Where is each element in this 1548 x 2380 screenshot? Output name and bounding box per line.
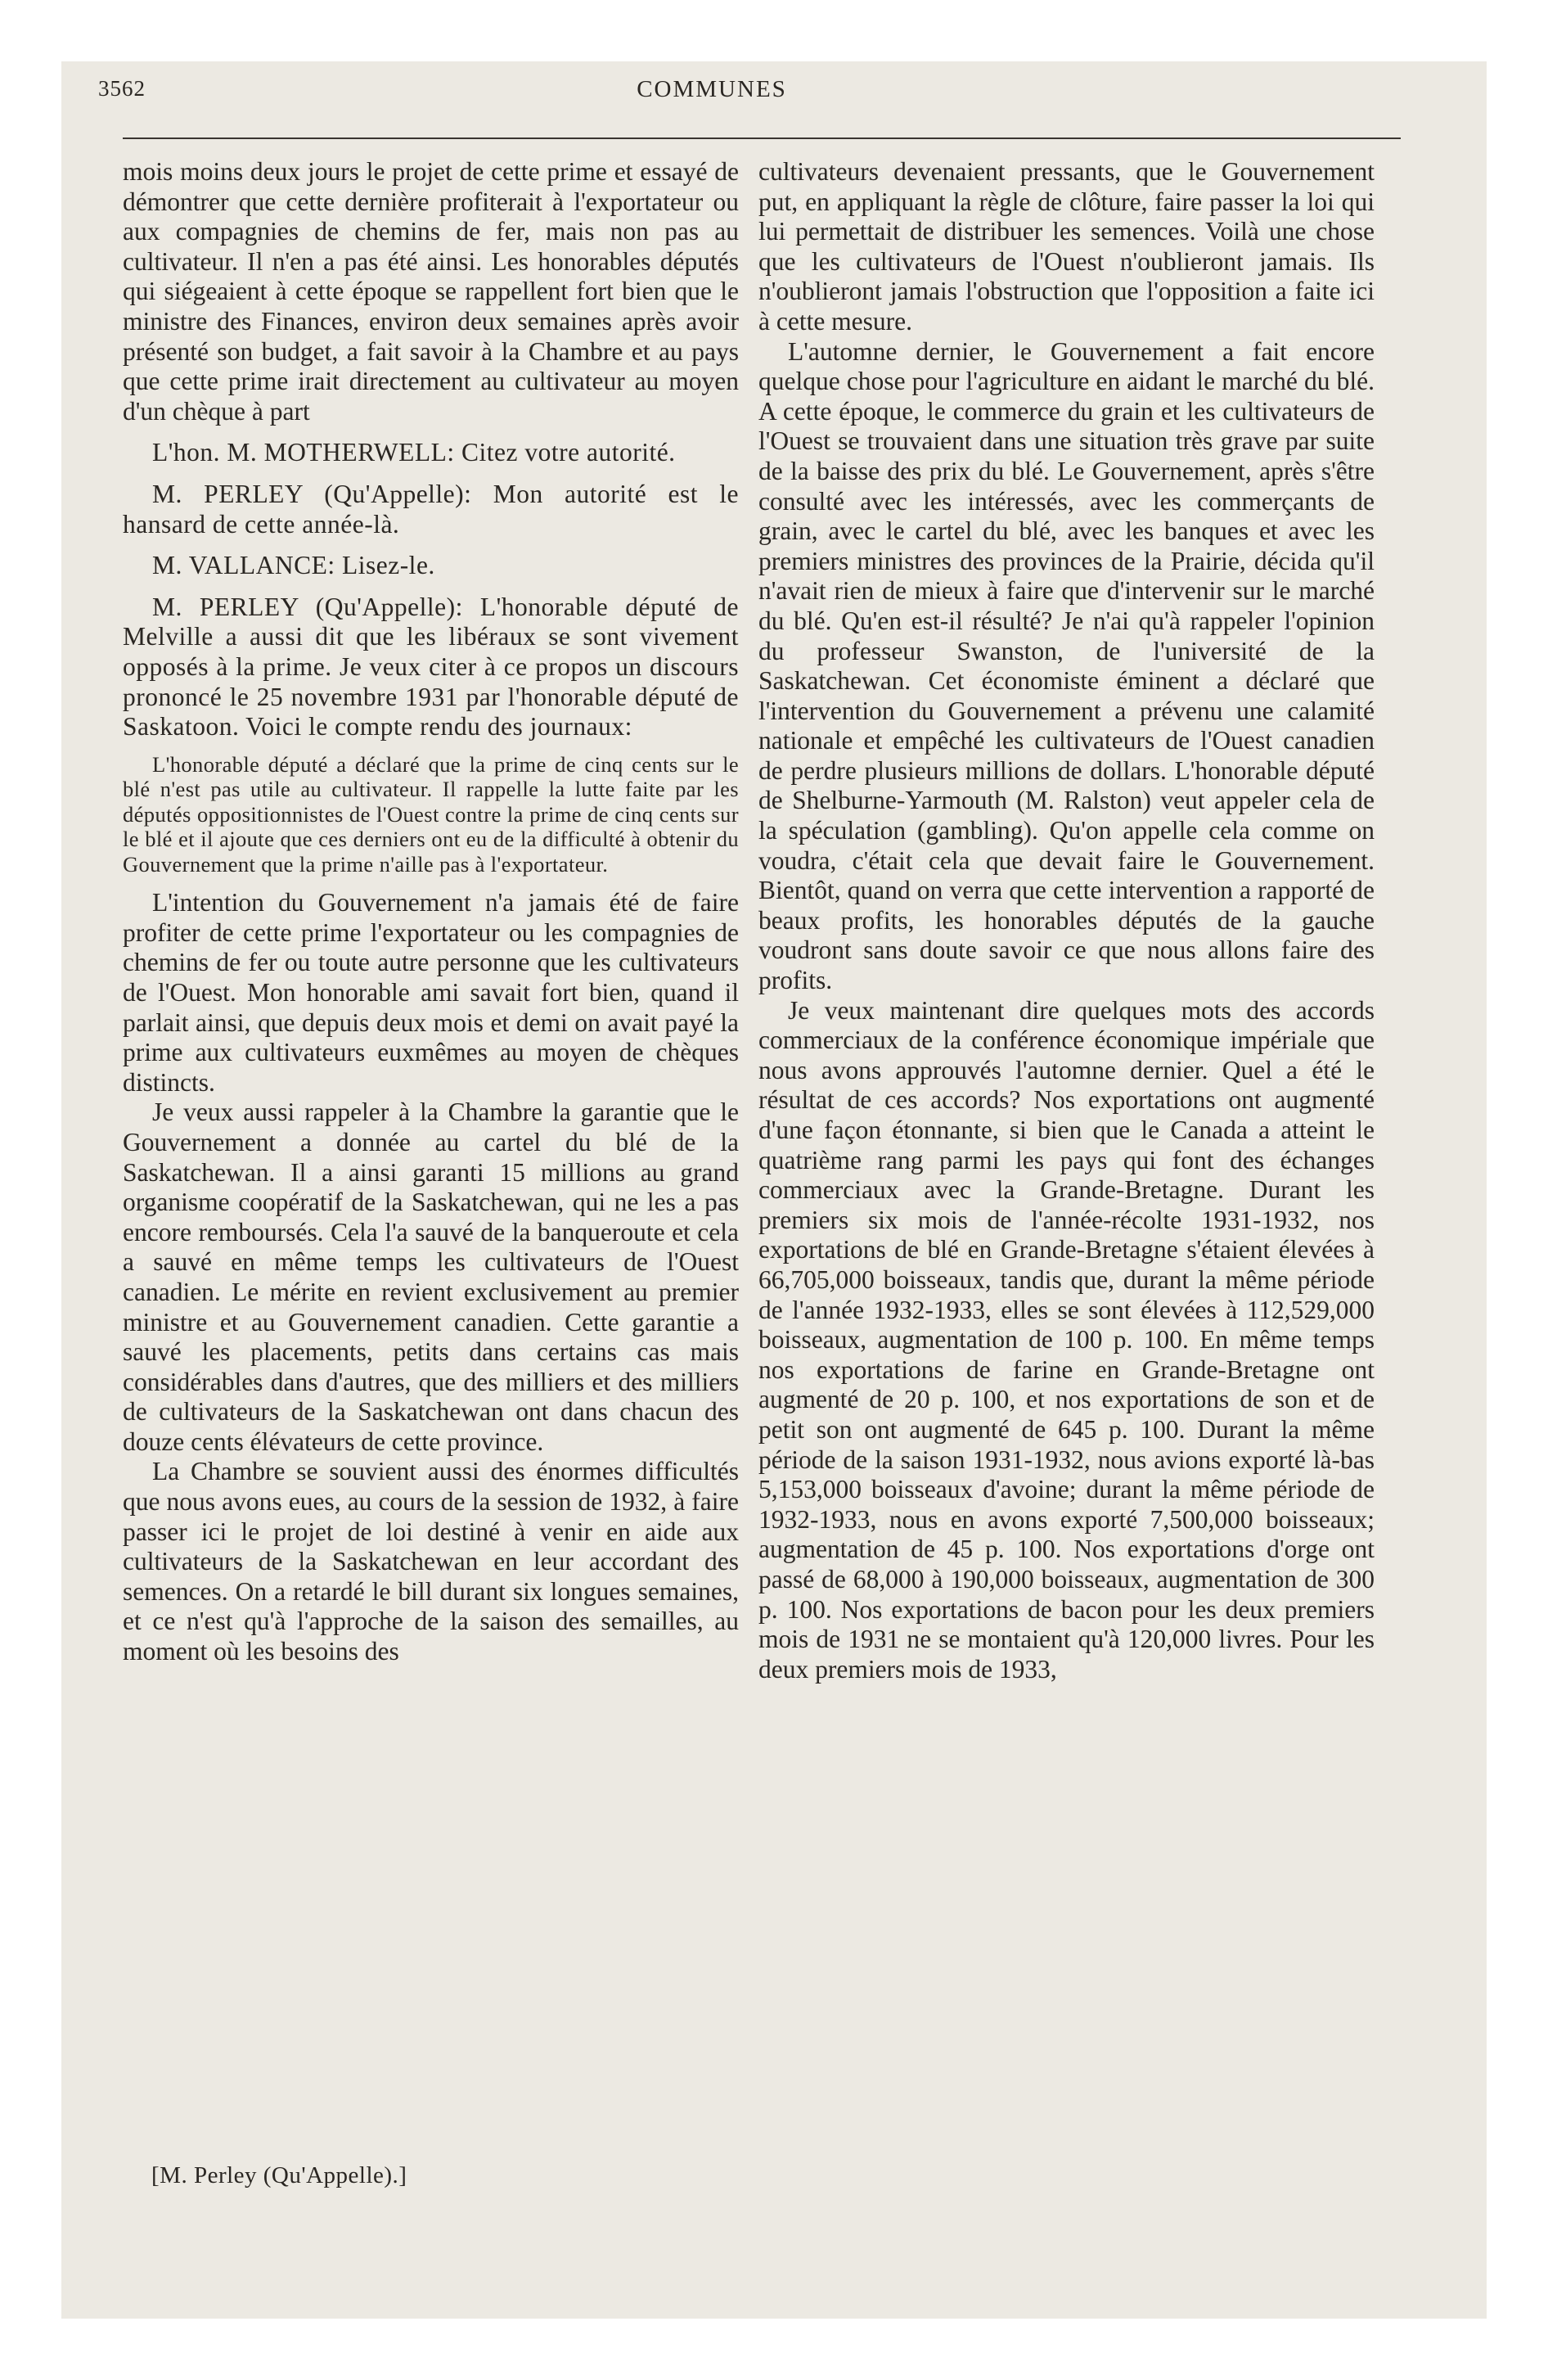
page-header	[98, 76, 1325, 114]
left-column	[123, 157, 739, 1667]
paragraph: L'intention du Gouvernement n'a jamais été de faire profiter de cette prime l'exportateur ou les compagnies de chemins de fer ou toute autre personne que les cultivateurs de l'Ouest. Mon honorable ami savait fort bien, quand il parlait ainsi, que depuis deux mois et demi on avait payé la prime aux cultivateurs euxmêmes au moyen de chèques distincts.	[123, 888, 739, 1097]
paragraph-interjection: L'hon. M. MOTHERWELL: Citez votre autorité.	[152, 438, 676, 467]
paragraph: Je veux maintenant dire quelques mots des accords commerciaux de la conférence économique impériale que nous avons approuvés l'automne dernier. Quel a été le résultat de ces accords? Nos exportations ont augmenté d'une façon étonnante, si bien que le Canada a atteint le quatrième rang parmi les pays qui font des échanges commerciaux avec la Grande-Bretagne. Durant les premiers six mois de l'année-récolte 1931-1932, nos exportations de blé en Grande-Bretagne s'étaient élevées à 66,705,000 boisseaux, tandis que, durant la même période de l'année 1932-1933, elles se sont élevées à 112,529,000 boisseaux, augmentation de 100 p. 100. En même temps nos exportations de farine en Grande-Bretagne ont augmenté de 20 p. 100, et nos exportations de son et de petit son ont augmenté de 645 p. 100. Durant la même période de la saison 1931-1932, nous avions exporté là-bas 5,153,000 boisseaux d'avoine; durant la même période de 1932-1933, nous en avons exporté 7,500,000 boisseaux; augmentation de 45 p. 100. Nos exportations d'orge ont passé de 68,000 à 190,000 boisseaux, augmentation de 300 p. 100. Nos exportations de bacon pour les deux premiers mois de 1931 ne se montaient qu'à 120,000 livres. Pour les deux premiers mois de 1933,	[758, 995, 1375, 1684]
header-rule	[123, 137, 1401, 139]
right-column	[758, 157, 1375, 1684]
paragraph: La Chambre se souvient aussi des énormes difficultés que nous avons eues, au cours de la session de 1932, à faire passer ici le projet de loi destiné à venir en aide aux cultivateurs de la Saskatchewan en leur accordant des semences. On a retardé le bill durant six longues semaines, et ce n'est qu'à l'approche de la saison des semailles, au moment où les besoins des	[123, 1457, 739, 1666]
running-title: COMMUNES	[637, 76, 787, 102]
paragraph: cultivateurs devenaient pressants, que le Gouvernement put, en appliquant la règle de clôture, faire passer la loi qui lui permettait de distribuer les semences. Voilà une chose que les cultivateurs de l'Ouest n'oublieront jamais. Ils n'oublieront jamais l'obstruction que l'opposition a faite ici à cette mesure.	[758, 157, 1375, 336]
paragraph: Je veux aussi rappeler à la Chambre la garantie que le Gouvernement a donnée au cartel du blé de la Saskatchewan. Il a ainsi garanti 15 millions au grand organisme coopératif de la Saskatchewan, qui ne les a pas encore remboursés. Cela l'a sauvé de la banqueroute et cela a sauvé en même temps les cultivateurs de l'Ouest canadien. Le mérite en revient exclusivement au premier ministre et au Gouvernement canadien. Cette garantie a sauvé les placements, petits dans certains cas mais considérables dans d'autres, que des milliers et des milliers de cultivateurs de la Saskatchewan ont dans chacun des douze cents élévateurs de cette province.	[123, 1098, 739, 1456]
page-number: 3562	[98, 76, 146, 101]
paragraph: L'automne dernier, le Gouvernement a fait encore quelque chose pour l'agriculture en aidant le marché du blé. A cette époque, le commerce du grain et les cultivateurs de l'Ouest se trouvaient dans une situation très grave par suite de la baisse des prix du blé. Le Gouvernement, après s'être consulté avec les intéressés, avec les commerçants de grain, avec le cartel du blé, avec les banques et avec les premiers ministres des provinces de la Prairie, décida qu'il n'avait rien de mieux à faire que d'intervenir sur le marché du blé. Qu'en est-il résulté? Je n'ai qu'à rappeler l'opinion du professeur Swanston, de l'université de la Saskatchewan. Cet économiste éminent a déclaré que l'intervention du Gouvernement a prévenu une calamité nationale et empêché les cultivateurs de l'Ouest canadien de perdre plusieurs millions de dollars. L'honorable député de Shelburne-Yarmouth (M. Ralston) veut appeler cela de la spéculation (gambling). Qu'on appelle cela comme on voudra, c'était cela que devait faire le Gouvernement. Bientôt, quand on verra que cette intervention a rapporté de beaux profits, les honorables députés de la gauche voudront sans doute savoir ce que nous allons faire des profits.	[758, 336, 1375, 995]
speaker-reference: [M. Perley (Qu'Appelle).]	[151, 2162, 407, 2188]
paragraph-interjection: M. PERLEY (Qu'Appelle): Mon autorité est le hansard de cette année-là.	[123, 479, 739, 539]
paragraph-interjection: M. VALLANCE: Lisez-le.	[152, 551, 435, 580]
paragraph: mois moins deux jours le projet de cette prime et essayé de démontrer que cette dernière profiterait à l'exportateur ou aux compagnies de chemins de fer, mais non pas au cultivateur. Il n'en a pas été ainsi. Les honorables députés qui siégeaient à cette époque se rappellent fort bien que le ministre des Finances, environ deux semaines après avoir présenté son budget, a fait savoir à la Chambre et au pays que cette prime irait directement au cultivateur au moyen d'un chèque à part	[123, 157, 739, 426]
paragraph: M. PERLEY (Qu'Appelle): L'honorable député de Melville a aussi dit que les libéraux se sont vivement opposés à la prime. Je veux citer à ce propos un discours prononcé le 25 novembre 1931 par l'honorable député de Saskatoon. Voici le compte rendu des journaux:	[123, 592, 739, 741]
newspaper-quote: L'honorable député a déclaré que la prime de cinq cents sur le blé n'est pas utile au cultivateur. Il rappelle la lutte faite par les députés oppositionnistes de l'Ouest contre la prime de cinq cents sur le blé et il ajoute que ces derniers ont eu de la difficulté à obtenir du Gouvernement que la prime n'aille pas à l'exportateur.	[123, 751, 739, 877]
